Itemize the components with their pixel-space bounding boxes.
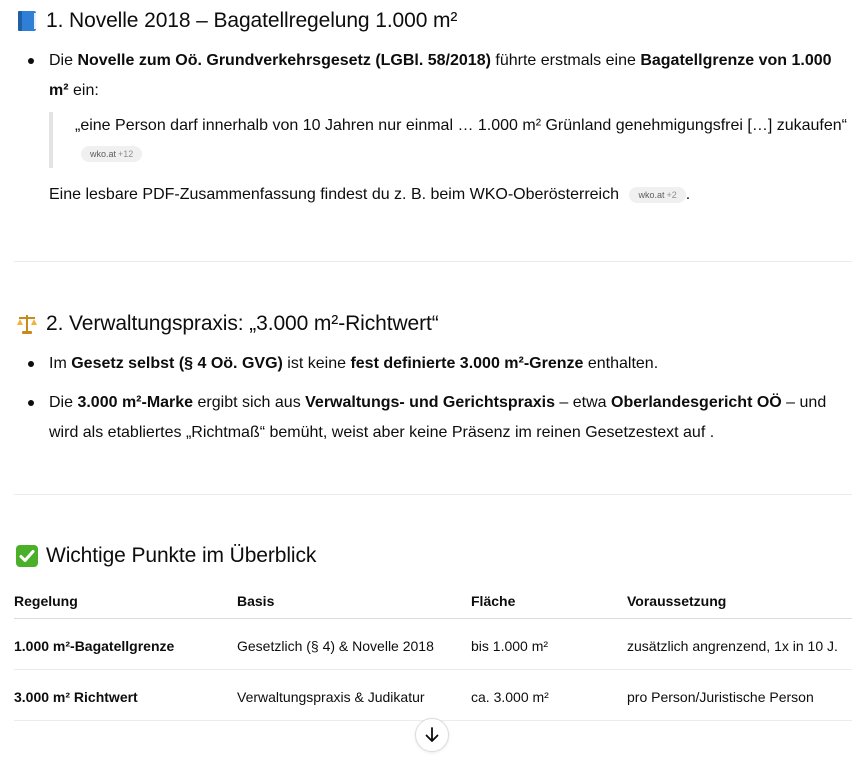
section-ueberblick bbox=[14, 543, 852, 569]
column-header: Voraussetzung bbox=[627, 588, 852, 618]
column-header: Basis bbox=[237, 588, 471, 618]
list-item: Die Novelle zum Oö. Grundverkehrsgesetz (LGBl. 58/2018) führte erstmals eine Bagatellgrenze von 1.000 m² ein: bbox=[14, 46, 852, 106]
table-cell: 3.000 m² Richtwert bbox=[14, 669, 237, 720]
source-chip[interactable]: wko.at +12 bbox=[81, 146, 142, 162]
arrow-down-icon bbox=[423, 726, 441, 744]
table-cell: Verwaltungspraxis & Judikatur bbox=[237, 669, 471, 720]
section-heading bbox=[14, 311, 852, 337]
section-novelle-2018 bbox=[14, 8, 852, 210]
column-header: Regelung bbox=[14, 588, 237, 618]
paragraph: Eine lesbare PDF-Zusammenfassung findest du z. B. beim WKO-Oberösterreich wko.at +2 . bbox=[49, 186, 691, 203]
section-verwaltungspraxis bbox=[14, 311, 852, 448]
overview-table bbox=[14, 588, 852, 721]
check-mark-icon bbox=[14, 543, 40, 569]
table-row bbox=[14, 669, 852, 720]
table-cell: pro Person/Juristische Person bbox=[627, 669, 852, 720]
blue-book-icon bbox=[14, 8, 40, 34]
table-cell: bis 1.000 m² bbox=[471, 618, 627, 669]
table-cell: ca. 3.000 m² bbox=[471, 669, 627, 720]
scroll-down-button[interactable] bbox=[415, 718, 449, 752]
table-header-row bbox=[14, 588, 852, 618]
section-title: 2. Verwaltungspraxis: „3.000 m²-Richtwert“ bbox=[46, 312, 439, 335]
table-cell: zusätzlich angrenzend, 1x in 10 J. bbox=[627, 618, 852, 669]
blockquote: „eine Person darf innerhalb von 10 Jahren nur einmal … 1.000 m² Grünland genehmigungsfrei […] zukaufen“ wko.at +12 bbox=[49, 112, 852, 168]
section-heading bbox=[14, 543, 852, 569]
list-item: Die 3.000 m²-Marke ergibt sich aus Verwaltungs- und Gerichtspraxis – etwa Oberlandesgericht OÖ – und wird als etabliertes „Richtmaß“ bemüht, weist aber keine Präsenz im reinen Gesetzestext auf . bbox=[14, 388, 852, 448]
section-heading bbox=[14, 8, 852, 34]
table-cell: 1.000 m²-Bagatellgrenze bbox=[14, 618, 237, 669]
divider bbox=[14, 494, 852, 495]
list-item: Im Gesetz selbst (§ 4 Oö. GVG) ist keine fest definierte 3.000 m²-Grenze enthalten. bbox=[14, 349, 852, 379]
column-header: Fläche bbox=[471, 588, 627, 618]
section-title: 1. Novelle 2018 – Bagatellregelung 1.000 m² bbox=[46, 9, 458, 32]
table-cell: Gesetzlich (§ 4) & Novelle 2018 bbox=[237, 618, 471, 669]
divider bbox=[14, 261, 852, 262]
balance-scale-icon bbox=[14, 311, 40, 337]
section-title: Wichtige Punkte im Überblick bbox=[46, 544, 317, 567]
source-chip[interactable]: wko.at +2 bbox=[629, 187, 685, 203]
table-row bbox=[14, 618, 852, 669]
